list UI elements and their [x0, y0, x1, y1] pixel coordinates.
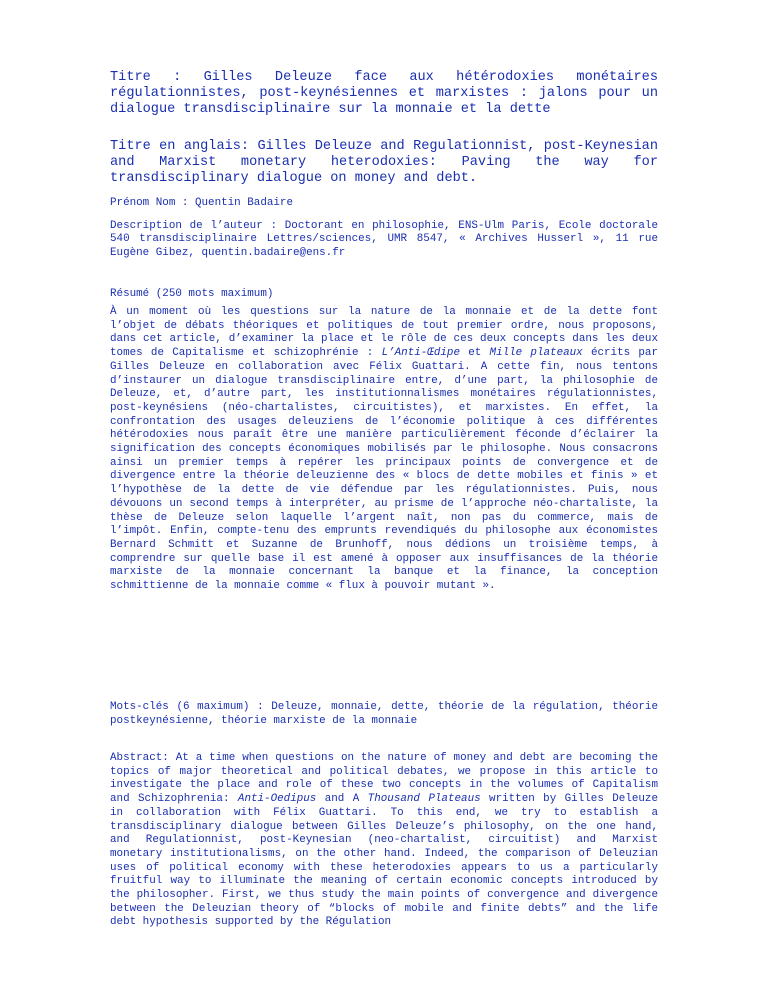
author-description: Description de l’auteur : Doctorant en philosophie, ENS-Ulm Paris, Ecole doctorale 540 transdisciplinaire Lettres/sciences, UMR 8547, « Archives Husserl », 11 rue Eugène Gibez, quentin.badaire@ens.fr	[110, 220, 658, 259]
resume-italic-mille-plateaux: Mille plateaux	[489, 347, 583, 360]
resume-text-2: et	[460, 347, 490, 360]
resume-paragraph	[110, 306, 658, 594]
abstract-paragraph	[110, 752, 658, 930]
abstract-italic-thousand-plateaus: Thousand Plateaus	[367, 793, 481, 806]
abstract-italic-anti-oedipus: Anti-Oedipus	[237, 793, 317, 806]
resume-italic-anti-oedipe: L’Anti-Œdipe	[381, 347, 460, 360]
keywords: Mots-clés (6 maximum) : Deleuze, monnaie, dette, théorie de la régulation, théorie postkeynésienne, théorie marxiste de la monnaie	[110, 701, 658, 727]
abstract-text-1: Abstract: At a time when questions on the nature of money and debt are becoming the topics of major theoretical and political debates, we propose in this article to investigate the place and role of these two concepts in the volumes of Capitalism and Schizophrenia:	[110, 752, 658, 806]
title-french: Titre : Gilles Deleuze face aux hétérodoxies monétaires régulationnistes, post-keynésiennes et marxistes : jalons pour un dialogue transdisciplinaire sur la monnaie et la dette	[110, 70, 658, 118]
resume-heading: Résumé (250 mots maximum)	[110, 288, 274, 300]
abstract-text-2: and A	[316, 793, 368, 806]
resume-text-3: écrits par Gilles Deleuze en collaboration avec Félix Guattari. A cette fin, nous tentons d’instaurer un dialogue transdisciplinaire entre, d’une part, la philosophie de Deleuze, et, d’autre part, les institutionnalismes monétaires régulationnistes, post-keynésiens (néo-chartalistes, circuitistes), et marxistes. En effet, la confrontation des usages deleuziens de l’économie politique à ces différentes hétérodoxies nous paraît être une manière particulièrement féconde d’éclairer la signification des concepts économiques mobilisés par le philosophe. Nous consacrons ainsi un premier temps à repérer les principaux points de convergence et de divergence entre la théorie deleuzienne des « blocs de dette mobiles et finis » et l’hypothèse de la dette de vie défendue par les régulationnistes. Puis, nous dévouons un second temps à interpréter, au prisme de l’approche néo-chartaliste, la thèse de Deleuze selon laquelle l’argent naît, non pas du commerce, mais de l’impôt. Enfin, compte-tenu des emprunts revendiqués du philosophe aux économistes Bernard Schmitt et Suzanne de Brunhoff, nous dédions un troisième temps, à comprendre sur quelle base il est amené à opposer aux insuffisances de la théorie marxiste de la monnaie concernant la banque et la finance, la conception schmittienne de la monnaie comme « flux à pouvoir mutant ».	[110, 347, 658, 593]
title-english: Titre en anglais: Gilles Deleuze and Regulationnist, post-Keynesian and Marxist monetary heterodoxies: Paving the way for transdisciplinary dialogue on money and debt.	[110, 139, 658, 187]
abstract-text-3: written by Gilles Deleuze in collaboration with Félix Guattari. To this end, we try to establish a transdisciplinary dialogue between Gilles Deleuze’s philosophy, on the one hand, and Regulationnist, post-Keynesian (neo-chartalist, circuitist) and Marxist monetary institutionalisms, on the other hand. Indeed, the comparison of Deleuzian uses of political economy with these heterodoxies appears to us a particularly fruitful way to illuminate the meaning of certain economic concepts introduced by the philosopher. First, we thus study the main points of convergence and divergence between the Deleuzian theory of “blocks of mobile and finite debts” and the life debt hypothesis supported by the Régulation	[110, 793, 658, 929]
resume-text-1: À un moment où les questions sur la nature de la monnaie et de la dette font l’objet de débats théoriques et politiques de tout premier ordre, nous proposons, dans cet article, d’examiner la place et le rôle de ces deux concepts dans les deux tomes de Capitalisme et schizophrénie :	[110, 306, 658, 360]
author-name: Prénom Nom : Quentin Badaire	[110, 197, 293, 209]
